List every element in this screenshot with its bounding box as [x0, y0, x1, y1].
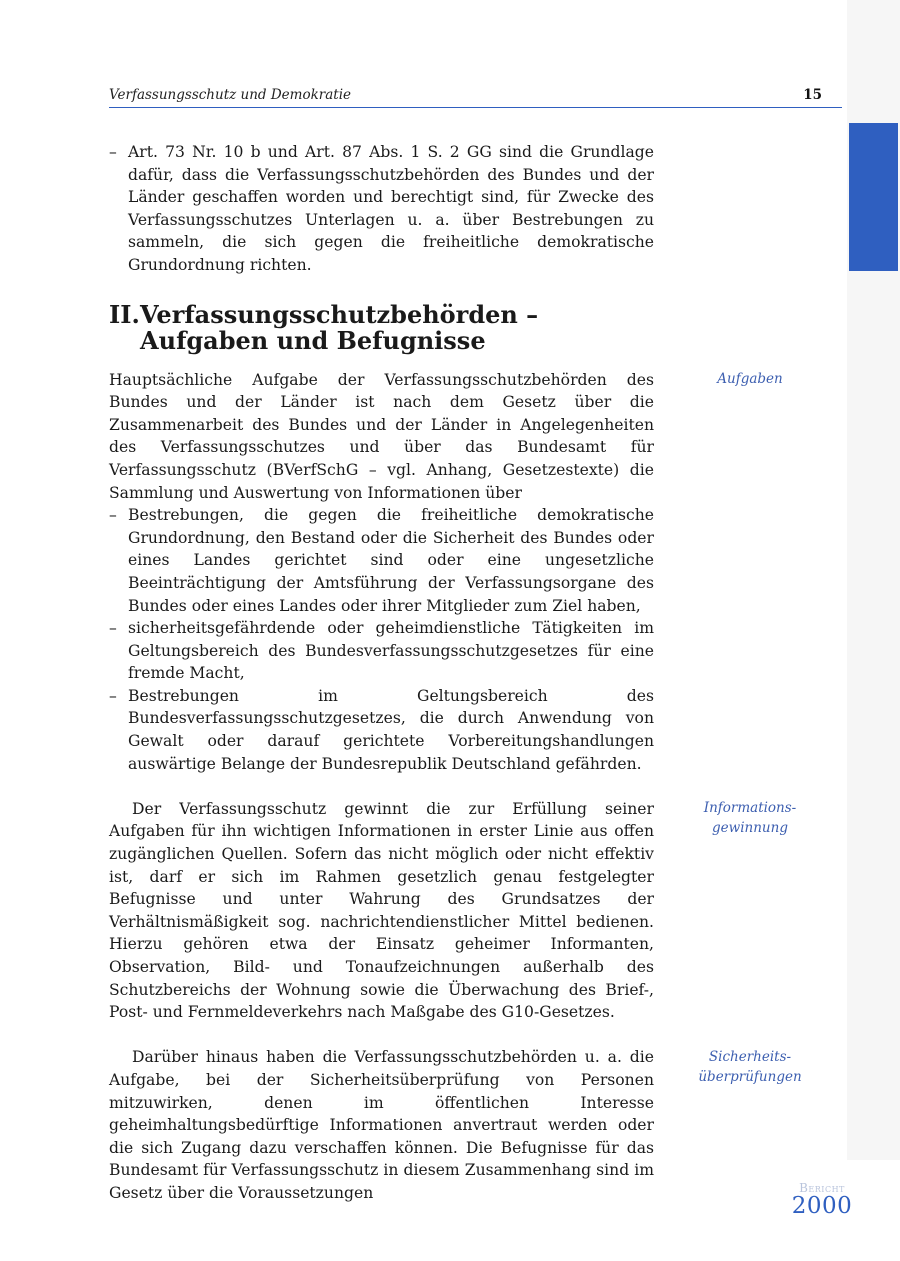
task-bullet [109, 617, 654, 685]
sidenote-tasks [690, 369, 810, 389]
sidenote-security-line2: überprüfungen [698, 1069, 802, 1085]
intro-bullet-text: Art. 73 Nr. 10 b und Art. 87 Abs. 1 S. 2 GG sind die Grundlage dafür, dass die Verfassungsschutzbehörden des Bundes und der Länder geschaffen worden und berechtigt sind, für Zwecke des Verfassungsschutzes Unterlagen u. a. über Bestrebungen zu sammeln, die sich gegen die freiheitliche demokratische Grundordnung richten. [128, 143, 654, 274]
section-title-line2: Aufgaben und Befugnisse [140, 325, 486, 355]
report-logo [786, 1181, 858, 1217]
task-bullet-text: Bestrebungen im Geltungsbereich des Bundesverfassungsschutzgesetzes, die durch Anwendung von Gewalt oder darauf gerichtete Vorbereitungshandlungen auswärtige Belange der Bundesrepublik Deutschland gefährden. [128, 686, 654, 773]
sidenote-tasks-text: Aufgaben [717, 371, 783, 387]
task-bullet-text: sicherheitsgefährdende oder geheimdienstliche Tätigkeiten im Geltungsbereich des Bundesverfassungsschutzgesetzes für eine fremde Macht, [128, 619, 654, 683]
intro-bullet [109, 141, 654, 277]
task-bullet [109, 504, 654, 617]
sidenote-security-line1: Sicherheits- [708, 1049, 792, 1065]
sidenote-security [690, 1047, 810, 1087]
task-bullet-text: Bestrebungen, die gegen die freiheitliche demokratische Grundordnung, den Bestand oder die Sicherheit des Bundes oder eines Landes gerichtet sind oder eine ungesetzliche Beeinträchtigung der Amtsführung der Verfassungsorgane des Bundes oder eines Landes oder ihrer Mitglieder zum Ziel haben, [128, 506, 654, 615]
sidenote-information [690, 798, 810, 838]
task-bullet [109, 685, 654, 775]
bullet-dash: – [109, 686, 117, 705]
sidenote-information-line2: gewinnung [712, 820, 788, 836]
main-text-column [109, 141, 654, 1205]
chapter-tab-marker [849, 123, 898, 271]
section-heading [109, 299, 654, 355]
information-paragraph: Der Verfassungsschutz gewinnt die zur Erfüllung seiner Aufgaben für ihn wichtigen Informationen in erster Linie aus offen zugänglichen Quellen. Sofern das nicht möglich oder nicht effektiv ist, darf er sich im Rahmen gesetzlich genau festgelegter Befugnisse und unter Wahrung des Grundsatzes der Verhältnismäßigkeit sog. nachrichtendienstlicher Mittel bedienen. Hierzu gehören etwa der Einsatz geheimer Informanten, Observation, Bild- und Tonaufzeichnungen außerhalb des Schutzbereichs der Wohnung sowie die Überwachung des Brief-, Post- und Fernmeldeverkehrs nach Maßgabe des G10-Gesetzes. [109, 799, 654, 1022]
section-number: II. [109, 299, 140, 329]
page-number: 15 [803, 87, 822, 103]
security-check-paragraph: Darüber hinaus haben die Verfassungsschutzbehörden u. a. die Aufgabe, bei der Sicherheitsüberprüfung von Personen mitzuwirken, denen im öffentlichen Interesse geheimhaltungsbedürftige Informationen anvertraut werden oder die sich Zugang dazu verschaffen können. Die Befugnisse für das Bundesamt für Verfassungsschutz in diesem Zusammenhang sind im Gesetz über die Voraussetzungen [109, 1048, 654, 1202]
running-header [109, 87, 842, 108]
logo-word: Bericht [799, 1181, 845, 1195]
bullet-dash: – [109, 506, 117, 525]
bullet-dash: – [109, 143, 117, 161]
bullet-dash: – [109, 619, 117, 638]
section-title-line1: Verfassungsschutzbehörden – [140, 299, 539, 329]
sidenote-information-line1: Informations- [703, 800, 797, 816]
running-title: Verfassungsschutz und Demokratie [109, 87, 351, 103]
logo-year: 2000 [791, 1193, 853, 1219]
tasks-paragraph: Hauptsächliche Aufgabe der Verfassungsschutzbehörden des Bundes und der Länder ist nach dem Gesetz über die Zusammenarbeit des Bundes und der Länder in Angelegenheiten des Verfassungsschutzes und über das Bundesamt für Verfassungsschutz (BVerfSchG – vgl. Anhang, Gesetzestexte) die Sammlung und Auswertung von Informationen über [109, 370, 654, 502]
